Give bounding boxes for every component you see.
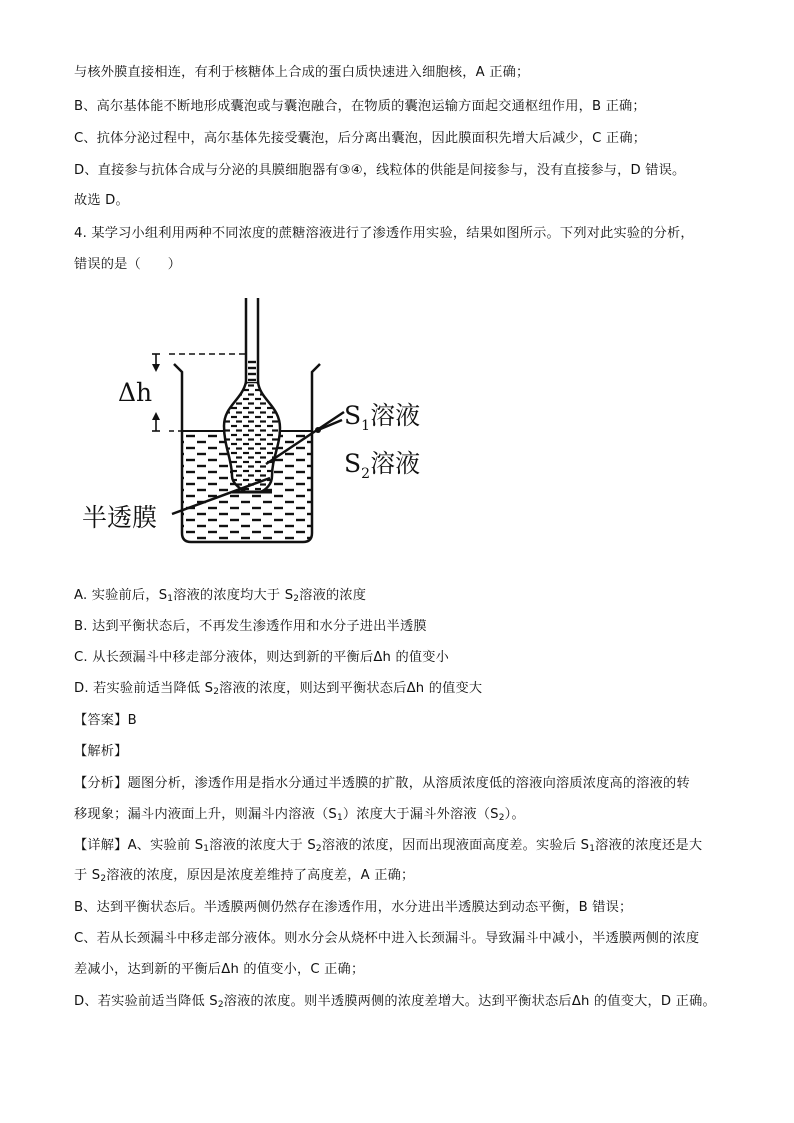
option-a: A. 实验前后，$S_1$溶液的浓度均大于 $S_2$溶液的浓度 <box>74 588 367 604</box>
membrane-label: 半透膜 <box>82 503 158 532</box>
option-c: C. 从长颈漏斗中移走部分液体，则达到新的平衡后Δh 的值变小 <box>74 650 450 665</box>
analysis-paragraph: 移现象；漏斗内液面上升，则漏斗内溶液$(S_1)$浓度大于漏斗外溶液$(S_2)$。 <box>74 807 525 823</box>
detail-paragraph: D、若实验前适当降低 $S_2$溶液的浓度。则半透膜两侧的浓度差增大。达到平衡状态后Δh 的值变大，D 正确。 <box>74 994 716 1010</box>
funnel-stem <box>246 298 258 384</box>
detail-paragraph: C、若从长颈漏斗中移走部分液体。则水分会从烧杯中进入长颈漏斗。导致漏斗中减小，半透膜两侧的浓度 <box>74 931 700 946</box>
answer-line <box>74 711 137 731</box>
detail-paragraph: 差减小，达到新的平衡后Δh 的值变小，C 正确； <box>74 962 365 977</box>
analysis-heading: 【解析】 <box>74 744 128 759</box>
funnel-bulb <box>224 382 280 492</box>
paragraph-line: 故选 D。 <box>74 193 129 208</box>
analysis-paragraph: 【分析】题图分析，渗透作用是指水分通过半透膜的扩散，从溶质浓度低的溶液向溶质浓度高的溶液的转 <box>74 776 690 791</box>
s1-solution-label: $S_1$溶液 <box>344 401 421 434</box>
question-stem: 4. 某学习小组利用两种不同浓度的蔗糖溶液进行了渗透作用实验，结果如图所示。下列对此实验的分析， <box>74 226 694 241</box>
detail-paragraph: 于 $S_2$溶液的浓度，原因是浓度差维持了高度差，A 正确； <box>74 868 415 884</box>
detail-paragraph: 【详解】A、实验前 $S_1$溶液的浓度大于 $S_2$溶液的浓度，因而出现液面高度差。实验后 $S_1$溶液的浓度还是大 <box>74 838 703 854</box>
delta-h-label: Δh <box>118 378 153 407</box>
osmosis-diagram <box>74 288 444 548</box>
paragraph-line: C、抗体分泌过程中，高尔基体先接受囊泡，后分离出囊泡，因此膜面积先增大后减少，C 正确； <box>74 131 647 146</box>
answer-value: B <box>127 713 137 728</box>
paragraph-line: D、直接参与抗体合成与分泌的具膜细胞器有③④，线粒体的供能是间接参与，没有直接参与，D 错误。 <box>74 163 686 178</box>
answer-tag: 【答案】 <box>74 713 128 728</box>
paragraph-line: 与核外膜直接相连，有利于核糖体上合成的蛋白质快速进入细胞核，A 正确； <box>74 65 530 80</box>
s2-solution-label: $S_2$溶液 <box>344 449 421 482</box>
option-d: D. 若实验前适当降低 $S_2$溶液的浓度，则达到平衡状态后Δh 的值变大 <box>74 681 483 697</box>
question-stem: 错误的是（ ） <box>74 257 182 272</box>
paragraph-line: B、高尔基体能不断地形成囊泡或与囊泡融合，在物质的囊泡运输方面起交通枢纽作用，B 正确； <box>74 99 646 114</box>
option-b: B. 达到平衡状态后，不再发生渗透作用和水分子进出半透膜 <box>74 619 427 634</box>
detail-paragraph: B、达到平衡状态后。半透膜两侧仍然存在渗透作用，水分进出半透膜达到动态平衡，B 错误； <box>74 900 633 915</box>
delta-h-arrows <box>152 354 160 431</box>
